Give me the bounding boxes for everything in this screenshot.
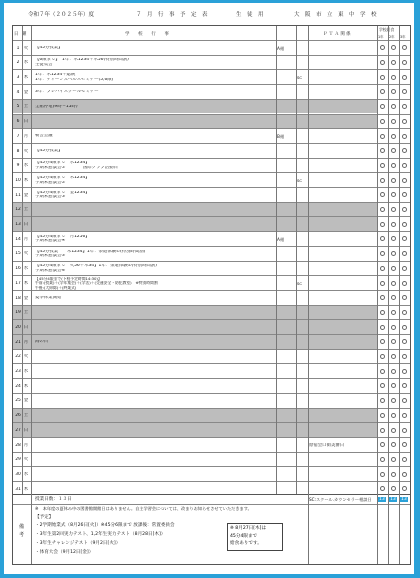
- table-row: [13, 437, 410, 452]
- lunch-total-grade-2: 13: [390, 497, 396, 502]
- event-line: 学期末懇談会⑥: [35, 268, 66, 273]
- row-weekday: 水: [23, 266, 29, 272]
- lunch-marks: [377, 295, 412, 301]
- lunch-circle-icon: [391, 428, 396, 433]
- lunch-circle-icon: [380, 104, 385, 109]
- lunch-circle-icon: [402, 457, 407, 462]
- lunch-circle-icon: [391, 75, 396, 80]
- event-line: 全館停電(9時〜15時): [35, 104, 78, 109]
- lunch-marks: [377, 398, 412, 404]
- lunch-circle-icon: [391, 281, 396, 286]
- table-row: [13, 40, 410, 55]
- row-day: 13: [15, 222, 21, 228]
- lunch-marks: [377, 178, 412, 184]
- table-row: [13, 231, 410, 246]
- lunch-circle-icon: [380, 45, 385, 50]
- row-weekday: 火: [23, 45, 29, 51]
- lunch-circle-icon: [402, 310, 407, 315]
- lunch-circle-icon: [402, 472, 407, 477]
- row-weekday: 金: [23, 295, 29, 301]
- col-header-weekday: 曜: [22, 32, 27, 37]
- col-header-day: 日: [14, 32, 19, 37]
- schedule-table: [12, 25, 411, 565]
- row-weekday: 土: [23, 207, 29, 213]
- row-day: 11: [15, 192, 21, 198]
- lunch-circle-icon: [402, 192, 407, 197]
- lunch-circle-icon: [380, 442, 385, 447]
- row-weekday: 月: [23, 133, 29, 139]
- event-line: 学期末懇談会① 国際クラブ活動日: [35, 165, 118, 170]
- row-weekday: 水: [23, 60, 29, 66]
- lunch-circle-icon: [402, 104, 407, 109]
- audience-label: 生 徒 用: [236, 12, 264, 18]
- event-line: 【45分4限まで(下校予定時間14:30)】: [35, 276, 102, 281]
- table-row: [13, 84, 410, 99]
- table-row: [13, 408, 410, 423]
- lunch-marks: [377, 457, 412, 463]
- row-day: 24: [15, 383, 21, 389]
- row-day: 14: [15, 236, 21, 242]
- lunch-total-grade-1: 13: [379, 497, 385, 502]
- schedule-footer: [13, 494, 410, 567]
- lunch-marks: [377, 207, 412, 213]
- lunch-marks: [377, 134, 412, 140]
- event-line: 【45分授業】: [35, 148, 63, 153]
- lunch-circle-icon: [380, 354, 385, 359]
- event-line: 【45分4限まで 木1234】: [35, 176, 90, 181]
- event-line: 【45分授業】: [35, 46, 63, 51]
- lunch-circle-icon: [402, 428, 407, 433]
- row-weekday: 日: [23, 119, 29, 125]
- lunch-circle-icon: [402, 442, 407, 447]
- row-day: 25: [15, 398, 21, 404]
- table-row: [13, 363, 410, 378]
- lunch-circle-icon: [402, 236, 407, 241]
- lunch-circle-icon: [391, 45, 396, 50]
- event-line: 朝会会議: [35, 134, 53, 139]
- lunch-circle-icon: [391, 236, 396, 241]
- row-day: 7: [16, 133, 20, 139]
- lunch-marks: [377, 60, 412, 66]
- row-day: 19: [15, 310, 21, 316]
- lunch-marks: [377, 222, 412, 228]
- lunch-circle-icon: [391, 413, 396, 418]
- lesson-days: 授業日数：１３日: [35, 497, 72, 502]
- lunch-marks: [377, 339, 412, 345]
- lunch-circle-icon: [391, 148, 396, 153]
- library-note: ※ 本年度の夏休み中の図書館開館日はありません。自主学習会については、改まりお知らせさせていただきます。: [35, 506, 252, 511]
- lunch-circle-icon: [380, 236, 385, 241]
- table-row: [13, 216, 410, 231]
- lunch-circle-icon: [391, 104, 396, 109]
- col-header-grade-2: 2年: [389, 35, 395, 39]
- week-tag: A週: [277, 236, 285, 242]
- lunch-circle-icon: [402, 354, 407, 359]
- sc-mark: SC: [297, 177, 303, 183]
- lunch-circle-icon: [402, 398, 407, 403]
- lunch-circle-icon: [391, 457, 396, 462]
- row-day: 5: [16, 104, 20, 110]
- row-weekday: 水: [23, 369, 29, 375]
- lunch-circle-icon: [391, 442, 396, 447]
- lunch-marks: [377, 75, 412, 81]
- col-header-pta: Ｐ Ｔ Ａ 関 係: [323, 32, 351, 37]
- event-line: 海の日: [35, 340, 49, 345]
- row-day: 10: [15, 177, 21, 183]
- lunch-circle-icon: [391, 119, 396, 124]
- row-day: 8: [16, 148, 20, 154]
- event-line: 午後:(大掃除)＋(終業式): [35, 285, 77, 290]
- lunch-circle-icon: [380, 310, 385, 315]
- event-line: 午前:(授業)＋(学年集会)＋(学活)＋(交通安全・防犯教室) ※特別時間割: [35, 281, 158, 286]
- row-weekday: 木: [23, 486, 29, 492]
- sc-mark: SC: [297, 75, 303, 81]
- lunch-circle-icon: [402, 134, 407, 139]
- lunch-circle-icon: [380, 472, 385, 477]
- lunch-circle-icon: [402, 119, 407, 124]
- lunch-circle-icon: [402, 281, 407, 286]
- lunch-circle-icon: [402, 325, 407, 330]
- plan-item: ・2学期始業式（8月26日[火]）※45分6限まで 放課後：常置委員会: [35, 523, 175, 528]
- event-line: 3年：プレハイスクールセミナー: [35, 90, 99, 95]
- event-line: 生徒集会: [35, 63, 53, 68]
- lunch-marks: [377, 383, 412, 389]
- row-weekday: 日: [23, 324, 29, 330]
- event-line: 【6限まで】 1年：木1234＋木56(特別時間割): [35, 58, 129, 63]
- table-row: [13, 334, 410, 349]
- row-day: 9: [16, 163, 20, 169]
- event-line: 学期末懇談会②: [35, 180, 66, 185]
- lunch-circle-icon: [380, 266, 385, 271]
- lunch-notice-line: 45分4限まで: [230, 533, 258, 539]
- row-weekday: 金: [23, 89, 29, 95]
- lunch-marks: [377, 104, 412, 110]
- col-header-grade-1: 1年: [378, 35, 384, 39]
- lunch-circle-icon: [380, 163, 385, 168]
- table-row: [13, 114, 410, 129]
- table-row: [13, 143, 410, 158]
- row-weekday: 火: [23, 148, 29, 154]
- lunch-circle-icon: [402, 75, 407, 80]
- lunch-circle-icon: [391, 398, 396, 403]
- week-tag: B週: [277, 133, 285, 139]
- lunch-circle-icon: [402, 251, 407, 256]
- row-day: 31: [15, 486, 21, 492]
- row-day: 2: [16, 60, 20, 66]
- row-weekday: 金: [23, 192, 29, 198]
- lunch-marks: [377, 442, 412, 448]
- event-line: 学期末懇談会④: [35, 239, 66, 244]
- lunch-circle-icon: [391, 310, 396, 315]
- row-weekday: 月: [23, 236, 29, 242]
- row-weekday: 土: [23, 310, 29, 316]
- row-day: 1: [16, 45, 20, 51]
- table-row: [13, 393, 410, 408]
- row-day: 30: [15, 471, 21, 477]
- row-day: 18: [15, 295, 21, 301]
- row-day: 15: [15, 251, 21, 257]
- col-header-school-events: 学 校 行 事: [125, 32, 169, 37]
- lunch-circle-icon: [402, 383, 407, 388]
- lunch-circle-icon: [402, 222, 407, 227]
- lunch-circle-icon: [402, 178, 407, 183]
- lunch-circle-icon: [380, 75, 385, 80]
- sheet-header: [4, 7, 414, 21]
- lunch-circle-icon: [391, 295, 396, 300]
- remarks-label: 備 考: [19, 524, 30, 538]
- table-row: [13, 452, 410, 467]
- row-weekday: 日: [23, 427, 29, 433]
- table-row: [13, 202, 410, 217]
- row-weekday: 木: [23, 383, 29, 389]
- sc-mark: SC: [297, 280, 303, 286]
- lunch-circle-icon: [402, 45, 407, 50]
- lunch-circle-icon: [391, 207, 396, 212]
- row-day: 29: [15, 457, 21, 463]
- table-row: [13, 69, 410, 84]
- lunch-marks: [377, 45, 412, 51]
- lunch-circle-icon: [380, 413, 385, 418]
- lunch-total-grade-3: 13: [401, 497, 407, 502]
- table-row: [13, 158, 410, 173]
- week-tag: A週: [277, 45, 285, 51]
- table-row: [13, 305, 410, 320]
- lunch-marks: [377, 163, 412, 169]
- plan-item: ・3年生第2回実力テスト、1,2年生実力テスト（8月28日[木]）: [35, 532, 166, 537]
- row-weekday: 月: [23, 442, 29, 448]
- row-day: 4: [16, 89, 20, 95]
- event-line: 学期末懇談会⑤: [35, 254, 66, 259]
- row-weekday: 木: [23, 75, 29, 81]
- sheet-title: ７ 月 行 事 予 定 表: [136, 12, 208, 18]
- lunch-marks: [377, 236, 412, 242]
- lunch-marks: [377, 266, 412, 272]
- school-name: 大 阪 市 立 東 中 学 校: [294, 12, 377, 18]
- table-row: [13, 319, 410, 334]
- lunch-notice-line: 給食ありです。: [230, 541, 262, 546]
- lunch-circle-icon: [402, 60, 407, 65]
- lunch-circle-icon: [391, 163, 396, 168]
- row-day: 12: [15, 207, 21, 213]
- lunch-circle-icon: [391, 178, 396, 183]
- lunch-circle-icon: [391, 354, 396, 359]
- lunch-circle-icon: [380, 325, 385, 330]
- lunch-circle-icon: [402, 369, 407, 374]
- lunch-circle-icon: [402, 163, 407, 168]
- lunch-circle-icon: [380, 192, 385, 197]
- row-weekday: 月: [23, 339, 29, 345]
- row-day: 17: [15, 280, 21, 286]
- lunch-circle-icon: [380, 398, 385, 403]
- lunch-circle-icon: [380, 148, 385, 153]
- event-line: 1年：ティーンズヘルスセミナー(5,6限): [35, 77, 114, 82]
- lunch-circle-icon: [391, 222, 396, 227]
- lunch-circle-icon: [402, 148, 407, 153]
- lunch-marks: [377, 472, 412, 478]
- lunch-circle-icon: [380, 251, 385, 256]
- event-line: 【45分4限まで 月1256】: [35, 234, 90, 239]
- lunch-circle-icon: [380, 383, 385, 388]
- table-row: [13, 275, 410, 290]
- table-row: [13, 128, 410, 143]
- lunch-circle-icon: [380, 89, 385, 94]
- lunch-circle-icon: [380, 207, 385, 212]
- lunch-circle-icon: [391, 369, 396, 374]
- event-line: 【45分授業 木1234】1年：茶道体験①(特別時間割): [35, 249, 146, 254]
- lunch-circle-icon: [391, 192, 396, 197]
- row-weekday: 土: [23, 413, 29, 419]
- lunch-marks: [377, 310, 412, 316]
- table-row: [13, 466, 410, 481]
- pta-event: 原宿会口街美審日: [309, 442, 345, 448]
- lunch-circle-icon: [380, 457, 385, 462]
- row-weekday: 火: [23, 354, 29, 360]
- lunch-circle-icon: [380, 222, 385, 227]
- row-weekday: 火: [23, 251, 29, 257]
- event-line: 夏季休業開始: [35, 295, 62, 300]
- plan-label: 【予定】: [35, 515, 54, 520]
- row-day: 26: [15, 413, 21, 419]
- lunch-marks: [377, 354, 412, 360]
- lunch-marks: [377, 413, 412, 419]
- lunch-circle-icon: [402, 89, 407, 94]
- row-day: 27: [15, 427, 21, 433]
- lunch-marks: [377, 325, 412, 331]
- lunch-circle-icon: [391, 339, 396, 344]
- row-weekday: 木: [23, 177, 29, 183]
- lunch-marks: [377, 281, 412, 287]
- lunch-marks: [377, 486, 412, 492]
- lunch-circle-icon: [402, 295, 407, 300]
- row-weekday: 木: [23, 280, 29, 286]
- lunch-marks: [377, 148, 412, 154]
- lunch-circle-icon: [391, 134, 396, 139]
- table-row: [13, 55, 410, 70]
- lunch-marks: [377, 251, 412, 257]
- lunch-notice-box: [227, 523, 283, 551]
- row-day: 16: [15, 266, 21, 272]
- table-row: [13, 261, 410, 276]
- lunch-circle-icon: [402, 486, 407, 491]
- table-row: [13, 187, 410, 202]
- event-line: 【45分4限まで 金1234】: [35, 190, 90, 195]
- lunch-marks: [377, 192, 412, 198]
- lunch-circle-icon: [391, 60, 396, 65]
- lunch-circle-icon: [391, 325, 396, 330]
- lunch-circle-icon: [402, 413, 407, 418]
- lunch-circle-icon: [391, 383, 396, 388]
- lunch-circle-icon: [380, 281, 385, 286]
- col-header-grade-3: 3年: [400, 35, 406, 39]
- lunch-marks: [377, 428, 412, 434]
- event-line: 【45分4限まで 水1234】: [35, 161, 90, 166]
- lunch-circle-icon: [380, 428, 385, 433]
- table-row: [13, 172, 410, 187]
- lunch-circle-icon: [391, 89, 396, 94]
- lunch-circle-icon: [380, 369, 385, 374]
- lunch-circle-icon: [391, 486, 396, 491]
- lunch-circle-icon: [380, 339, 385, 344]
- lunch-circle-icon: [402, 266, 407, 271]
- row-day: 21: [15, 339, 21, 345]
- lunch-circle-icon: [380, 178, 385, 183]
- table-row: [13, 349, 410, 364]
- row-day: 3: [16, 75, 20, 81]
- lunch-marks: [377, 369, 412, 375]
- row-weekday: 水: [23, 163, 29, 169]
- row-weekday: 水: [23, 471, 29, 477]
- row-day: 6: [16, 119, 20, 125]
- event-line: 1年：木1234＋総統: [35, 73, 76, 78]
- lunch-circle-icon: [380, 60, 385, 65]
- event-line: 学期末懇談会③: [35, 195, 66, 200]
- lunch-circle-icon: [391, 251, 396, 256]
- row-weekday: 金: [23, 398, 29, 404]
- table-row: [13, 99, 410, 114]
- school-year: 令和７年（２０２５年）度: [28, 12, 95, 18]
- lunch-circle-icon: [380, 119, 385, 124]
- table-row: [13, 290, 410, 305]
- event-line: 【45分4限まで 火56＋木34】1年：茶道体験②(特別時間割): [35, 264, 157, 269]
- row-day: 28: [15, 442, 21, 448]
- row-weekday: 土: [23, 104, 29, 110]
- sc-legend: SC:スクール.カウンセラー相談日: [309, 497, 372, 502]
- col-header-lunch: 学校給食: [379, 27, 395, 32]
- schedule-sheet: [4, 3, 414, 574]
- lunch-circle-icon: [402, 207, 407, 212]
- lunch-notice-line: ※ 8月27日[木]は: [230, 526, 267, 531]
- lunch-marks: [377, 89, 412, 95]
- row-day: 23: [15, 369, 21, 375]
- plan-item: ・体育大会（9月12日[金]）: [35, 550, 94, 555]
- lunch-circle-icon: [391, 472, 396, 477]
- table-row: [13, 246, 410, 261]
- lunch-circle-icon: [380, 295, 385, 300]
- lunch-marks: [377, 119, 412, 125]
- table-row: [13, 422, 410, 437]
- lunch-circle-icon: [380, 134, 385, 139]
- row-day: 20: [15, 324, 21, 330]
- row-day: 22: [15, 354, 21, 360]
- plan-item: ・3年生チャレンジテスト（9月2日[火]）: [35, 541, 121, 546]
- table-row: [13, 378, 410, 393]
- lunch-circle-icon: [380, 486, 385, 491]
- lunch-circle-icon: [391, 266, 396, 271]
- lunch-circle-icon: [402, 339, 407, 344]
- row-weekday: 火: [23, 457, 29, 463]
- row-weekday: 日: [23, 222, 29, 228]
